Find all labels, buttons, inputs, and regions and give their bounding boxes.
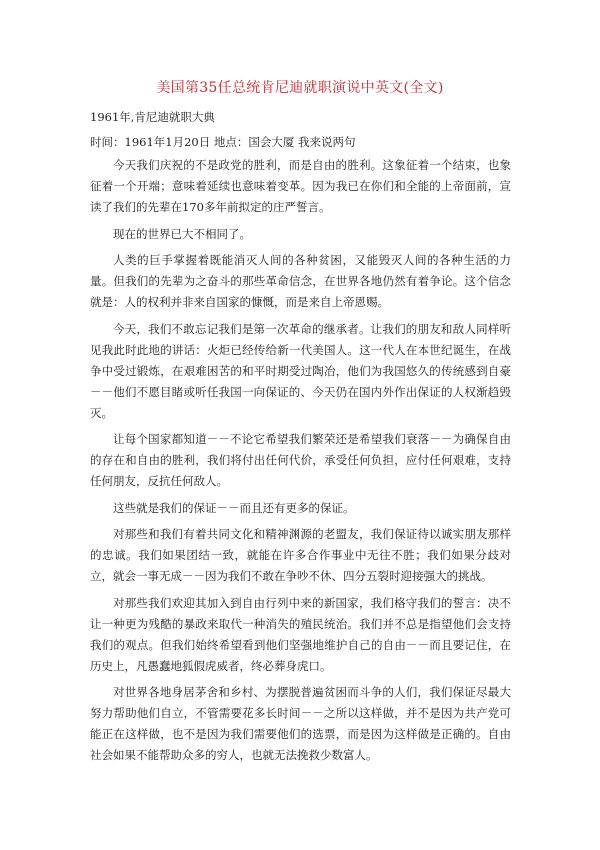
- speech-body: [90, 155, 511, 772]
- document-subtitle: 1961年,肯尼迪就职大典: [90, 110, 215, 124]
- paragraph: 现在的世界已大不相同了。: [113, 226, 251, 241]
- paragraph: 对那些我们欢迎其加入到自由行列中来的新国家，我们格守我们的誓言：决不让一种更为残酷的暴政来取代一种消失的殖民统治。我们并不总是指望他们会支持我们的观点。但我们始终希望看到他们坚强地维护自己的自由－－而且要记住，在历史上，凡愚蠢地狐假虎威者，终必葬身虎口。: [90, 595, 511, 673]
- event-info-line: 时间：1961年1月20日 地点：国会大厦 我来说两句: [90, 135, 356, 149]
- paragraph: 这些就是我们的保证－－而且还有更多的保证。: [113, 500, 355, 515]
- paragraph: 今天我们庆祝的不是政党的胜利，而是自由的胜利。这象征着一个结束，也象征着一个开端；意味着延续也意味着变革。因为我已在你们和全能的上帝面前，宣读了我们的先辈在170多年前拟定的庄严誓言。: [90, 158, 511, 214]
- paragraph: 让每个国家都知道－－不论它希望我们繁荣还是希望我们衰落－－为确保自由的存在和自由的胜利，我们将付出任何代价，承受任何负担，应付任何艰难，支持任何朋友，反抗任何敌人。: [90, 432, 511, 488]
- document-title: 美国第35任总统肯尼迪就职演说中英文(全文): [156, 80, 444, 96]
- paragraph: 对世界各地身居茅舍和乡村、为摆脱普遍贫困而斗争的人们，我们保证尽最大努力帮助他们自立，不管需要花多长时间－－之所以这样做，并不是因为共产党可能正在这样做，也不是因为我们需要他们的选票，而是因为这样做是正确的。自由社会如果不能帮助众多的穷人，也就无法挽救少数富人。: [90, 685, 511, 762]
- paragraph: 对那些和我们有着共同文化和精神渊源的老盟友，我们保证待以诚实朋友那样的忠诚。我们如果团结一致，就能在许多合作事业中无往不胜；我们如果分歧对立，就会一事无成－－因为我们不敢在争吵不休、四分五裂时迎接强大的挑战。: [90, 527, 511, 583]
- paragraph: 今天，我们不敢忘记我们是第一次革命的继承者。让我们的朋友和敌人同样听见我此时此地的讲话：火炬已经传给新一代美国人。这一代人在本世纪诞生，在战争中受过锻炼，在艰难困苦的和平时期受过陶冶，他们为我国悠久的传统感到自豪－－他们不愿目睹或听任我国一向保证的、今天仍在国内外作出保证的人权渐趋毁灭。: [90, 321, 511, 420]
- paragraph: 人类的巨手掌握着既能消灭人间的各种贫困，又能毁灭人间的各种生活的力量。但我们的先辈为之奋斗的那些革命信念，在世界各地仍然有着争论。这个信念就是：人的权利并非来自国家的慷慨，而是来自上帝恩赐。: [90, 253, 511, 309]
